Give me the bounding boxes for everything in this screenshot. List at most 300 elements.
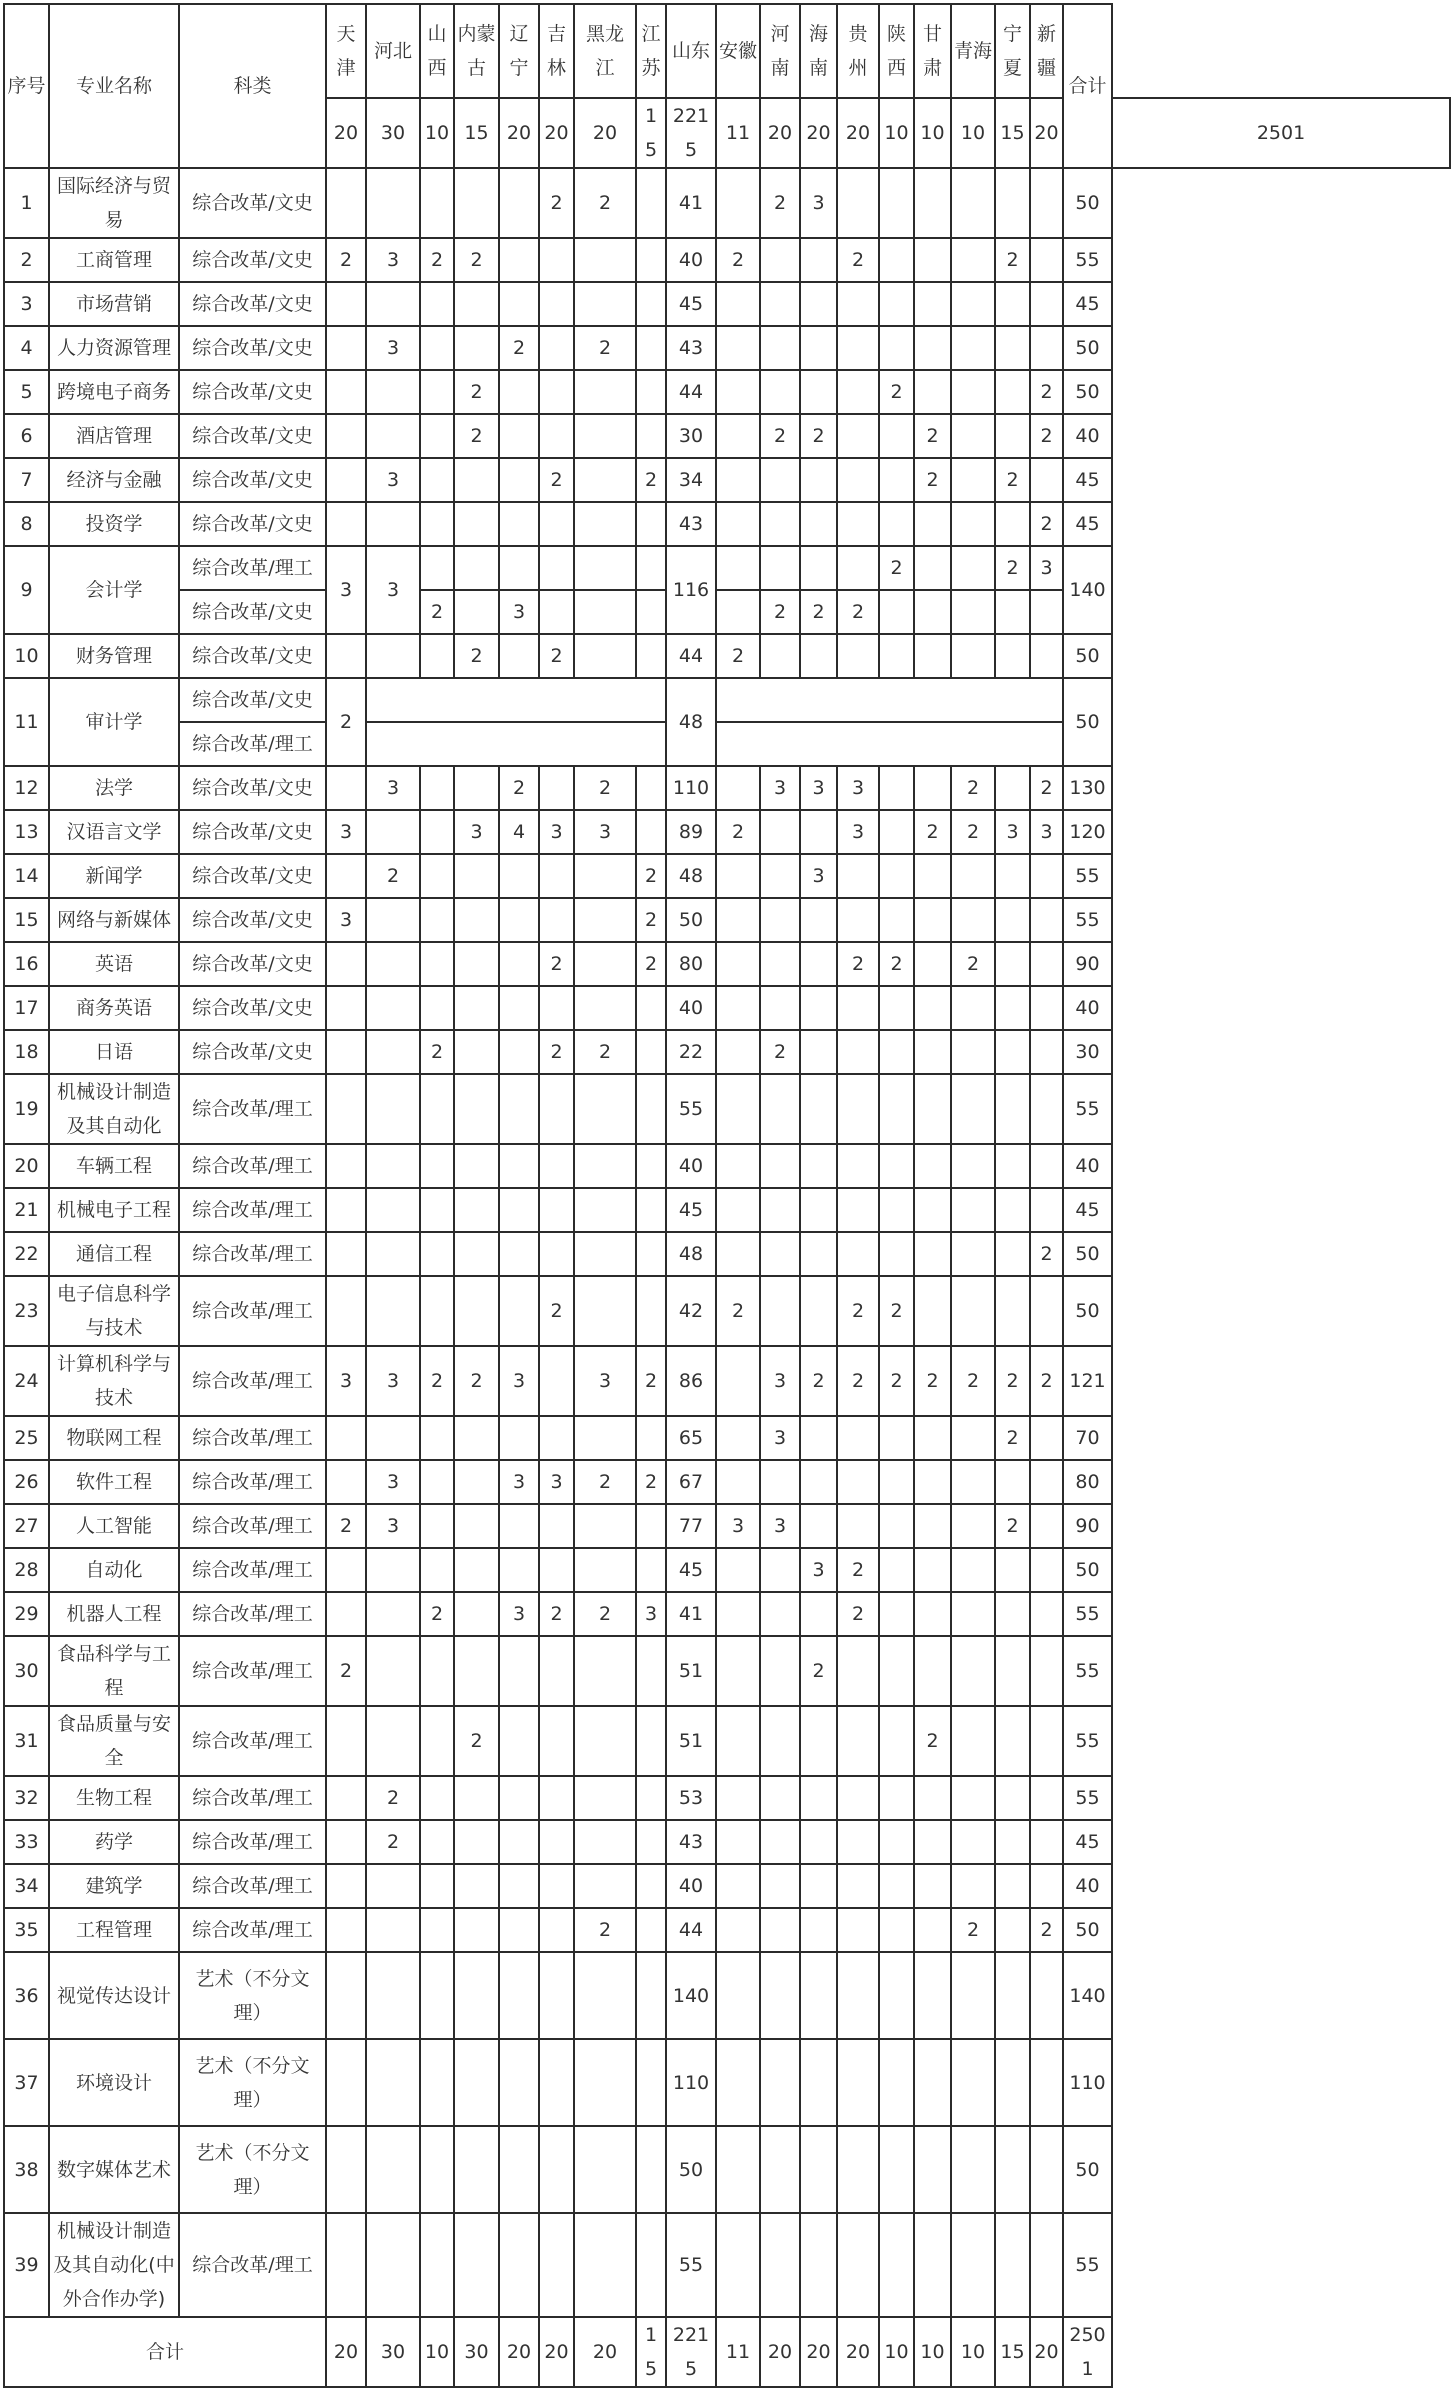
quota-cell: 2	[499, 766, 539, 810]
quota-cell: 2	[879, 1276, 914, 1346]
quota-cell	[995, 986, 1030, 1030]
header-province: 内蒙古	[454, 4, 499, 98]
quota-cell	[800, 1706, 837, 1776]
quota-cell	[716, 2039, 760, 2126]
quota-cell	[636, 326, 666, 370]
quota-cell	[366, 810, 420, 854]
quota-cell	[716, 1706, 760, 1776]
major-name-cell: 会计学	[49, 546, 179, 634]
quota-cell	[326, 1188, 366, 1232]
quota-cell	[574, 634, 636, 678]
header-quota: 20	[760, 98, 800, 168]
quota-cell	[326, 1460, 366, 1504]
quota-cell: 2	[454, 370, 499, 414]
header-quota: 10	[879, 98, 914, 168]
quota-cell	[995, 414, 1030, 458]
quota-cell	[420, 414, 454, 458]
row-total-cell: 55	[1063, 854, 1112, 898]
table-row	[4, 854, 1450, 898]
header-province: 江苏	[636, 4, 666, 98]
quota-cell: 55	[666, 2213, 716, 2317]
quota-cell: 2	[1030, 414, 1063, 458]
quota-cell: 40	[666, 1864, 716, 1908]
quota-cell	[800, 326, 837, 370]
quota-cell	[454, 1636, 499, 1706]
quota-cell: 43	[666, 502, 716, 546]
header-quota: 15	[454, 98, 499, 168]
footer-total-cell: 2215	[666, 2317, 716, 2387]
table-row	[4, 414, 1450, 458]
quota-cell	[454, 2126, 499, 2213]
quota-cell: 2	[837, 1346, 879, 1416]
quota-cell: 80	[666, 942, 716, 986]
category-cell: 综合改革/文史	[179, 590, 326, 634]
quota-cell	[366, 2213, 420, 2317]
seq-cell: 30	[4, 1636, 49, 1706]
quota-cell	[574, 1074, 636, 1144]
row-total-cell: 45	[1063, 282, 1112, 326]
quota-cell	[716, 1636, 760, 1706]
table-row	[4, 326, 1450, 370]
quota-cell	[574, 854, 636, 898]
quota-cell	[539, 2213, 574, 2317]
quota-cell: 110	[666, 2039, 716, 2126]
quota-cell	[420, 1864, 454, 1908]
quota-cell	[366, 2126, 420, 2213]
quota-cell	[760, 502, 800, 546]
quota-cell	[366, 1706, 420, 1776]
quota-cell: 2	[574, 168, 636, 238]
quota-cell	[760, 810, 800, 854]
quota-cell	[574, 2213, 636, 2317]
header-province: 陕西	[879, 4, 914, 98]
quota-cell	[951, 1504, 995, 1548]
seq-cell: 33	[4, 1820, 49, 1864]
quota-cell	[499, 986, 539, 1030]
quota-cell: 45	[666, 282, 716, 326]
quota-cell	[951, 1232, 995, 1276]
quota-cell	[539, 1144, 574, 1188]
table-row	[4, 1820, 1450, 1864]
quota-cell: 2	[914, 458, 951, 502]
quota-cell: 2	[760, 1030, 800, 1074]
quota-cell	[420, 634, 454, 678]
table-row	[4, 546, 1450, 590]
quota-cell	[454, 1592, 499, 1636]
header-quota: 20	[574, 98, 636, 168]
quota-cell: 2	[879, 546, 914, 590]
quota-cell	[499, 1706, 539, 1776]
major-name-cell: 汉语言文学	[49, 810, 179, 854]
quota-cell	[574, 1548, 636, 1592]
category-cell: 综合改革/理工	[179, 1232, 326, 1276]
quota-cell	[995, 1908, 1030, 1952]
major-name-cell: 生物工程	[49, 1776, 179, 1820]
quota-cell	[366, 722, 666, 766]
quota-cell	[454, 502, 499, 546]
header-province: 青海	[951, 4, 995, 98]
quota-cell	[837, 502, 879, 546]
quota-cell	[420, 766, 454, 810]
category-cell: 综合改革/理工	[179, 1276, 326, 1346]
table-row	[4, 722, 1450, 766]
quota-cell	[716, 678, 1063, 722]
quota-cell	[800, 1276, 837, 1346]
quota-cell: 2	[837, 1592, 879, 1636]
quota-cell	[539, 1776, 574, 1820]
quota-cell	[716, 590, 760, 634]
major-name-cell: 网络与新媒体	[49, 898, 179, 942]
quota-cell: 2	[454, 238, 499, 282]
quota-cell	[760, 1460, 800, 1504]
quota-cell	[636, 1908, 666, 1952]
quota-cell	[760, 1776, 800, 1820]
quota-cell: 2	[914, 810, 951, 854]
quota-cell	[326, 414, 366, 458]
quota-cell: 2	[636, 458, 666, 502]
quota-cell	[420, 1504, 454, 1548]
quota-cell	[574, 502, 636, 546]
table-row	[4, 370, 1450, 414]
major-name-cell: 机械设计制造及其自动化	[49, 1074, 179, 1144]
quota-cell: 2	[716, 1276, 760, 1346]
quota-cell	[716, 1030, 760, 1074]
quota-cell	[951, 1416, 995, 1460]
quota-cell: 48	[666, 678, 716, 766]
quota-cell: 89	[666, 810, 716, 854]
table-row	[4, 282, 1450, 326]
quota-cell	[951, 1460, 995, 1504]
quota-cell	[716, 1820, 760, 1864]
seq-cell: 1	[4, 168, 49, 238]
quota-cell	[326, 1276, 366, 1346]
quota-cell	[420, 1820, 454, 1864]
quota-cell	[914, 590, 951, 634]
quota-cell	[454, 1548, 499, 1592]
quota-cell	[1030, 854, 1063, 898]
major-name-cell: 国际经济与贸易	[49, 168, 179, 238]
quota-cell	[760, 986, 800, 1030]
quota-cell: 2	[366, 1776, 420, 1820]
quota-cell	[995, 1030, 1030, 1074]
quota-cell: 2	[574, 1030, 636, 1074]
quota-cell	[837, 1952, 879, 2039]
table-row	[4, 1908, 1450, 1952]
quota-cell: 3	[326, 810, 366, 854]
quota-cell	[499, 1416, 539, 1460]
quota-cell	[539, 1908, 574, 1952]
quota-cell	[837, 1232, 879, 1276]
quota-cell: 2	[454, 414, 499, 458]
quota-cell: 3	[995, 810, 1030, 854]
quota-cell	[914, 1460, 951, 1504]
quota-cell	[879, 1030, 914, 1074]
footer-total-cell: 10	[420, 2317, 454, 2387]
quota-cell	[539, 1232, 574, 1276]
quota-cell	[539, 2126, 574, 2213]
quota-cell: 2	[995, 546, 1030, 590]
quota-cell	[1030, 590, 1063, 634]
row-total-cell: 50	[1063, 634, 1112, 678]
quota-cell	[454, 1864, 499, 1908]
quota-cell: 3	[499, 590, 539, 634]
quota-cell	[800, 634, 837, 678]
major-name-cell: 机械设计制造及其自动化(中外合作办学)	[49, 2213, 179, 2317]
quota-cell	[326, 2126, 366, 2213]
quota-cell: 3	[1030, 810, 1063, 854]
quota-cell	[951, 1864, 995, 1908]
seq-cell: 17	[4, 986, 49, 1030]
major-name-cell: 法学	[49, 766, 179, 810]
row-total-cell: 55	[1063, 1636, 1112, 1706]
quota-cell	[366, 898, 420, 942]
quota-cell	[837, 1706, 879, 1776]
quota-cell: 2	[366, 1820, 420, 1864]
quota-cell	[454, 942, 499, 986]
category-cell: 综合改革/文史	[179, 766, 326, 810]
quota-cell	[716, 1346, 760, 1416]
quota-cell: 2	[539, 942, 574, 986]
quota-cell	[951, 1074, 995, 1144]
category-cell: 综合改革/文史	[179, 414, 326, 458]
category-cell: 综合改革/理工	[179, 1636, 326, 1706]
header-province: 吉林	[539, 4, 574, 98]
seq-cell: 5	[4, 370, 49, 414]
major-name-cell: 电子信息科学与技术	[49, 1276, 179, 1346]
quota-cell	[366, 168, 420, 238]
quota-cell: 67	[666, 1460, 716, 1504]
quota-cell	[539, 766, 574, 810]
major-name-cell: 工程管理	[49, 1908, 179, 1952]
quota-cell	[760, 1592, 800, 1636]
major-name-cell: 食品质量与安全	[49, 1706, 179, 1776]
row-total-cell: 55	[1063, 1776, 1112, 1820]
quota-cell	[366, 1548, 420, 1592]
quota-cell	[951, 458, 995, 502]
quota-cell	[716, 2126, 760, 2213]
quota-cell: 2	[800, 1346, 837, 1416]
quota-cell	[1030, 1460, 1063, 1504]
quota-cell	[499, 634, 539, 678]
header-quota: 20	[539, 98, 574, 168]
quota-cell	[420, 810, 454, 854]
quota-cell: 3	[574, 1346, 636, 1416]
major-name-cell: 审计学	[49, 678, 179, 766]
quota-cell	[499, 168, 539, 238]
quota-cell	[800, 898, 837, 942]
quota-cell	[951, 2213, 995, 2317]
major-name-cell: 财务管理	[49, 634, 179, 678]
quota-cell	[995, 590, 1030, 634]
quota-cell	[879, 1460, 914, 1504]
quota-cell: 3	[760, 1416, 800, 1460]
quota-cell	[539, 1416, 574, 1460]
seq-cell: 29	[4, 1592, 49, 1636]
quota-cell: 44	[666, 634, 716, 678]
seq-cell: 15	[4, 898, 49, 942]
header-quota: 20	[800, 98, 837, 168]
quota-cell	[951, 2039, 995, 2126]
quota-cell	[914, 1820, 951, 1864]
category-cell: 综合改革/理工	[179, 1460, 326, 1504]
quota-cell	[837, 634, 879, 678]
quota-cell	[800, 1908, 837, 1952]
quota-cell	[326, 2213, 366, 2317]
seq-cell: 14	[4, 854, 49, 898]
quota-cell: 3	[366, 546, 420, 634]
quota-cell	[454, 1504, 499, 1548]
row-total-cell: 50	[1063, 326, 1112, 370]
quota-cell	[1030, 2039, 1063, 2126]
quota-cell	[914, 1188, 951, 1232]
quota-cell	[951, 370, 995, 414]
seq-cell: 22	[4, 1232, 49, 1276]
quota-cell	[879, 590, 914, 634]
quota-cell	[539, 1864, 574, 1908]
quota-cell	[995, 2126, 1030, 2213]
major-name-cell: 计算机科学与技术	[49, 1346, 179, 1416]
quota-cell	[879, 898, 914, 942]
quota-cell: 2	[914, 1346, 951, 1416]
quota-cell	[716, 370, 760, 414]
major-name-cell: 新闻学	[49, 854, 179, 898]
quota-cell	[539, 1188, 574, 1232]
quota-cell	[636, 986, 666, 1030]
enrollment-plan-table	[3, 3, 1451, 2388]
quota-cell: 2	[760, 590, 800, 634]
quota-cell	[837, 2126, 879, 2213]
quota-cell: 2	[539, 1030, 574, 1074]
major-name-cell: 车辆工程	[49, 1144, 179, 1188]
quota-cell: 2	[951, 766, 995, 810]
quota-cell	[760, 1908, 800, 1952]
quota-cell	[636, 766, 666, 810]
quota-cell: 2	[914, 1706, 951, 1776]
seq-cell: 25	[4, 1416, 49, 1460]
quota-cell	[914, 1776, 951, 1820]
category-cell: 综合改革/文史	[179, 942, 326, 986]
table-row	[4, 238, 1450, 282]
quota-cell	[454, 766, 499, 810]
quota-cell: 2	[800, 1636, 837, 1706]
quota-cell	[879, 414, 914, 458]
quota-cell	[420, 1144, 454, 1188]
quota-cell: 2	[1030, 1908, 1063, 1952]
header-seq: 序号	[4, 4, 49, 168]
quota-cell	[716, 1074, 760, 1144]
quota-cell	[636, 1188, 666, 1232]
quota-cell	[636, 1416, 666, 1460]
row-total-cell: 55	[1063, 898, 1112, 942]
header-quota: 10	[951, 98, 995, 168]
category-cell: 综合改革/理工	[179, 1346, 326, 1416]
quota-cell: 40	[666, 986, 716, 1030]
quota-cell: 3	[366, 326, 420, 370]
quota-cell: 2	[951, 810, 995, 854]
quota-cell	[800, 546, 837, 590]
quota-cell	[837, 370, 879, 414]
quota-cell	[539, 1548, 574, 1592]
quota-cell	[760, 898, 800, 942]
quota-cell: 2	[539, 634, 574, 678]
quota-cell: 2	[760, 168, 800, 238]
category-cell: 综合改革/文史	[179, 678, 326, 722]
category-cell: 综合改革/理工	[179, 1504, 326, 1548]
seq-cell: 34	[4, 1864, 49, 1908]
quota-cell: 3	[837, 810, 879, 854]
quota-cell	[760, 1636, 800, 1706]
quota-cell	[636, 1144, 666, 1188]
quota-cell: 2	[539, 1276, 574, 1346]
quota-cell	[454, 168, 499, 238]
enrollment-plan	[3, 3, 1451, 2388]
quota-cell	[914, 168, 951, 238]
quota-cell: 2	[914, 414, 951, 458]
quota-cell	[914, 1232, 951, 1276]
quota-cell	[914, 986, 951, 1030]
quota-cell	[1030, 238, 1063, 282]
major-name-cell: 物联网工程	[49, 1416, 179, 1460]
quota-cell	[800, 1592, 837, 1636]
quota-cell: 42	[666, 1276, 716, 1346]
quota-cell	[879, 1416, 914, 1460]
quota-cell	[366, 370, 420, 414]
row-total-cell: 45	[1063, 458, 1112, 502]
row-total-cell: 30	[1063, 1030, 1112, 1074]
quota-cell	[539, 238, 574, 282]
quota-cell	[760, 854, 800, 898]
quota-cell	[837, 854, 879, 898]
quota-cell	[454, 1908, 499, 1952]
quota-cell	[574, 1504, 636, 1548]
quota-cell: 40	[666, 238, 716, 282]
footer-total-cell: 20	[539, 2317, 574, 2387]
quota-cell	[366, 634, 420, 678]
quota-cell: 2	[574, 1908, 636, 1952]
quota-cell	[1030, 1636, 1063, 1706]
table-row	[4, 1548, 1450, 1592]
seq-cell: 21	[4, 1188, 49, 1232]
quota-cell: 3	[366, 458, 420, 502]
quota-cell	[636, 546, 666, 590]
quota-cell: 2	[636, 942, 666, 986]
quota-cell	[366, 1908, 420, 1952]
quota-cell	[499, 1144, 539, 1188]
quota-cell: 2	[995, 1416, 1030, 1460]
quota-cell	[366, 1864, 420, 1908]
quota-cell: 3	[1030, 546, 1063, 590]
quota-cell	[837, 1776, 879, 1820]
table-row	[4, 942, 1450, 986]
row-total-cell: 140	[1063, 1952, 1112, 2039]
quota-cell	[995, 1776, 1030, 1820]
quota-cell	[1030, 458, 1063, 502]
quota-cell	[1030, 898, 1063, 942]
quota-cell	[951, 1188, 995, 1232]
row-total-cell: 50	[1063, 1908, 1112, 1952]
quota-cell	[499, 1504, 539, 1548]
quota-cell	[716, 854, 760, 898]
quota-cell	[1030, 1952, 1063, 2039]
table-row	[4, 590, 1450, 634]
quota-cell	[760, 1188, 800, 1232]
category-cell: 综合改革/文史	[179, 986, 326, 1030]
quota-cell	[716, 1460, 760, 1504]
quota-cell	[499, 2213, 539, 2317]
quota-cell	[454, 458, 499, 502]
header-quota: 10	[420, 98, 454, 168]
quota-cell: 2	[716, 634, 760, 678]
